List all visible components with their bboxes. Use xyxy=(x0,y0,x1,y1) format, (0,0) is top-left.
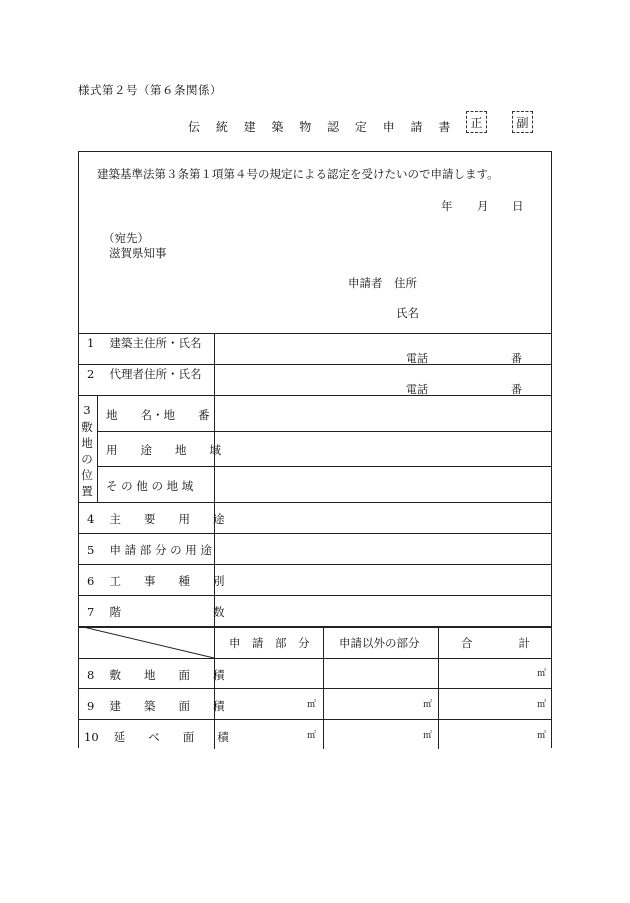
addressee-name: 滋賀県知事 xyxy=(109,246,167,260)
duplicate-copy-mark: 副 xyxy=(512,111,533,133)
floor-area-other-unit: ㎡ xyxy=(423,731,433,741)
site-location-char: の xyxy=(81,452,93,466)
floor-area-applied-unit: ㎡ xyxy=(307,731,317,741)
divider xyxy=(79,333,551,334)
divider xyxy=(79,364,551,365)
main-use-label: 4 主 要 用 途 xyxy=(87,512,225,526)
site-location-char: 地 xyxy=(81,436,93,450)
floor-area-label: 10 延 べ 面 積 xyxy=(84,730,229,744)
applied-part-use-label: 5 申 請 部 分 の 用 途 xyxy=(87,543,212,557)
header-non-applied-part: 申請以外の部分 xyxy=(339,636,420,650)
building-area-total-unit: ㎡ xyxy=(537,700,547,710)
divider xyxy=(97,431,551,432)
column-divider xyxy=(323,626,324,749)
declaration-text: 建築基準法第３条第１項第４号の規定による認定を受けたいので申請します。 xyxy=(97,167,499,181)
header-total: 合 計 xyxy=(461,636,530,650)
floor-count-label: 7 階 数 xyxy=(87,605,225,619)
site-area-label: 8 敷 地 面 積 xyxy=(87,668,225,682)
divider xyxy=(79,719,551,720)
site-location-number: 3 xyxy=(83,403,91,417)
divider xyxy=(79,688,551,689)
construction-type-label: 6 工 事 種 別 xyxy=(87,574,225,588)
use-district-label: 用 途 地 域 xyxy=(106,443,221,457)
form-number: 様式第２号（第６条関係） xyxy=(78,83,222,97)
applicant-address-label: 住所 xyxy=(394,276,417,290)
diagonal-header-cell xyxy=(79,626,215,659)
floor-area-total-unit: ㎡ xyxy=(537,731,547,741)
applicant-label: 申請者 xyxy=(348,276,383,290)
document-title: 伝 統 建 築 物 認 定 申 請 書 xyxy=(188,120,457,134)
agent-phone-label: 電話 xyxy=(406,383,428,396)
column-divider xyxy=(97,395,98,502)
date-year: 年 xyxy=(441,199,453,213)
builder-phone-number-label: 番 xyxy=(511,352,522,365)
application-form xyxy=(78,151,552,748)
divider xyxy=(79,502,551,503)
divider xyxy=(97,466,551,467)
divider xyxy=(79,564,551,565)
building-area-other-unit: ㎡ xyxy=(423,700,433,710)
site-location-char: 位 xyxy=(81,468,93,482)
building-area-label: 9 建 築 面 積 xyxy=(87,699,225,713)
site-address-label: 地 名・地 番 xyxy=(106,408,210,422)
date-day: 日 xyxy=(512,199,524,213)
divider xyxy=(79,533,551,534)
agent-address-name-label: 2 代理者住所・氏名 xyxy=(87,367,202,381)
site-location-char: 敷 xyxy=(81,420,93,434)
column-divider xyxy=(438,626,439,749)
site-location-char: 置 xyxy=(81,484,93,498)
building-area-applied-unit: ㎡ xyxy=(307,700,317,710)
divider xyxy=(79,395,551,396)
builder-address-name-label: 1 建築主住所・氏名 xyxy=(87,336,202,350)
applicant-name-label: 氏名 xyxy=(396,306,419,320)
original-copy-mark: 正 xyxy=(466,111,487,133)
other-district-label: そ の 他 の 地 域 xyxy=(106,479,194,493)
builder-phone-label: 電話 xyxy=(406,352,428,365)
column-divider xyxy=(214,333,215,749)
agent-phone-number-label: 番 xyxy=(511,383,522,396)
site-area-total-unit: ㎡ xyxy=(537,669,547,679)
date-month: 月 xyxy=(477,199,489,213)
divider xyxy=(79,595,551,596)
header-applied-part: 申 請 部 分 xyxy=(229,636,310,650)
addressee-label: （宛先） xyxy=(103,231,149,245)
